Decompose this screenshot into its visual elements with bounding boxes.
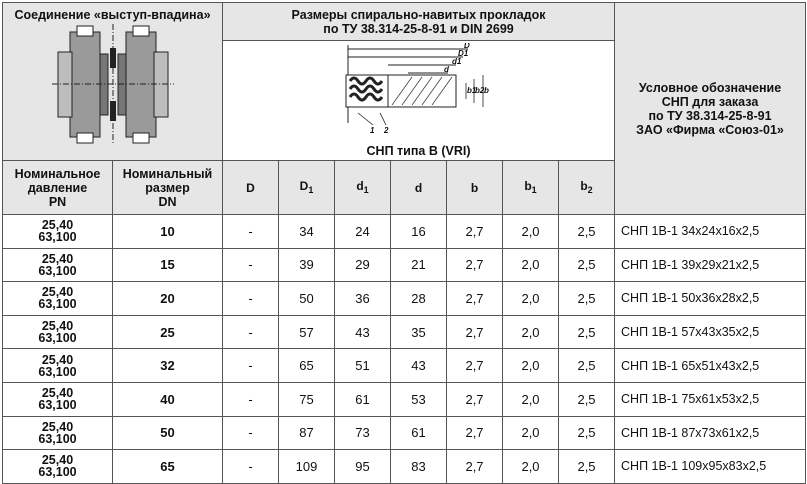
cell-b1: 2,0 (503, 215, 559, 249)
dn-cell: 40 (113, 382, 223, 416)
pn-cell (3, 382, 113, 416)
designation-cell: СНП 1В-1 87х73х61х2,5 (615, 416, 806, 450)
cell-b1: 2,0 (503, 248, 559, 282)
cell-d1: 24 (335, 215, 391, 249)
pn-header-line3: PN (48, 194, 67, 209)
cell-D1: 87 (279, 416, 335, 450)
dn-cell: 50 (113, 416, 223, 450)
cell-d1: 95 (335, 450, 391, 484)
pn-cell (3, 349, 113, 383)
pn-value-2: 63,100 (38, 263, 77, 278)
dn-cell: 20 (113, 282, 223, 316)
cell-b2: 2,5 (559, 215, 615, 249)
sizes-title-line2: по ТУ 38.314-25-8-91 и DIN 2699 (323, 22, 514, 36)
flange-connection-cell (3, 3, 223, 161)
pn-value-2: 63,100 (38, 364, 77, 379)
gasket-cross-section-drawing (328, 43, 498, 138)
col-header-b1 (503, 161, 559, 215)
col-header-b1-base: b (524, 178, 532, 193)
cell-d: 16 (391, 215, 447, 249)
cell-d1: 51 (335, 349, 391, 383)
col-header-d1-sub: 1 (363, 184, 369, 195)
cell-b2: 2,5 (559, 382, 615, 416)
col-header-D1-base: D (299, 178, 309, 193)
gasket-spec-table (2, 2, 806, 484)
cell-D1: 50 (279, 282, 335, 316)
cell-d: 61 (391, 416, 447, 450)
designation-cell: СНП 1В-1 57х43х35х2,5 (615, 315, 806, 349)
pn-header-line1: Номинальное (14, 166, 101, 181)
cell-b2: 2,5 (559, 315, 615, 349)
flange-connection-drawing (48, 22, 178, 147)
cell-d1: 36 (335, 282, 391, 316)
designation-cell: СНП 1В-1 34х24х16х2,5 (615, 215, 806, 249)
col-header-b2-sub: 2 (587, 184, 593, 195)
cell-D: - (223, 248, 279, 282)
table-body (3, 215, 806, 484)
cell-b1: 2,0 (503, 315, 559, 349)
pn-value-1: 25,40 (41, 453, 74, 468)
cell-D1: 75 (279, 382, 335, 416)
table-row (3, 416, 806, 450)
designation-cell: СНП 1В-1 109х95х83х2,5 (615, 450, 806, 484)
dim-label-D: D (464, 43, 470, 50)
cell-d: 53 (391, 382, 447, 416)
pn-cell (3, 248, 113, 282)
cell-D1: 39 (279, 248, 335, 282)
connection-title: Соединение «выступ-впадина» (14, 8, 211, 22)
col-header-d1 (335, 161, 391, 215)
cell-b2: 2,5 (559, 248, 615, 282)
table-row (3, 282, 806, 316)
col-header-b-label: b (470, 180, 479, 195)
cell-D: - (223, 416, 279, 450)
cell-D: - (223, 282, 279, 316)
cell-b: 2,7 (447, 248, 503, 282)
cell-D1: 57 (279, 315, 335, 349)
cell-b1: 2,0 (503, 349, 559, 383)
gasket-sizes-cell (223, 3, 615, 161)
cell-b: 2,7 (447, 315, 503, 349)
pn-value-1: 25,40 (41, 285, 74, 300)
pn-value-2: 63,100 (38, 431, 77, 446)
cell-D1: 65 (279, 349, 335, 383)
col-header-D-label: D (246, 180, 255, 195)
cell-b: 2,7 (447, 215, 503, 249)
cell-b: 2,7 (447, 282, 503, 316)
table-row (3, 349, 806, 383)
table-row (3, 315, 806, 349)
pn-value-2: 63,100 (38, 331, 77, 346)
col-header-D (223, 161, 279, 215)
order-designation-header (615, 3, 806, 215)
cell-d1: 61 (335, 382, 391, 416)
dn-cell: 25 (113, 315, 223, 349)
dim-label-b2: b2 (475, 86, 485, 95)
cell-d1: 73 (335, 416, 391, 450)
cell-D: - (223, 382, 279, 416)
dim-label-D1: D1 (458, 49, 469, 58)
cell-b2: 2,5 (559, 282, 615, 316)
cell-d: 28 (391, 282, 447, 316)
cell-d: 35 (391, 315, 447, 349)
designation-line1: Условное обозначение (638, 80, 782, 95)
gasket-spec-table-container (2, 2, 805, 480)
pn-value-2: 63,100 (38, 297, 77, 312)
dn-header-line3: DN (158, 194, 177, 209)
gasket-drawing-area (223, 40, 614, 160)
pn-value-2: 63,100 (38, 398, 77, 413)
dim-label-b: b (484, 86, 489, 95)
cell-D1: 109 (279, 450, 335, 484)
cell-D: - (223, 315, 279, 349)
designation-cell: СНП 1В-1 50х36х28х2,5 (615, 282, 806, 316)
cell-D1: 34 (279, 215, 335, 249)
dn-cell: 65 (113, 450, 223, 484)
nominal-pressure-header (3, 161, 113, 215)
pn-value-1: 25,40 (41, 419, 74, 434)
cell-d: 43 (391, 349, 447, 383)
dn-header-line2: размер (145, 180, 190, 195)
col-header-d (391, 161, 447, 215)
pn-value-1: 25,40 (41, 319, 74, 334)
table-row (3, 248, 806, 282)
designation-cell: СНП 1В-1 65х51х43х2,5 (615, 349, 806, 383)
cell-D: - (223, 215, 279, 249)
cell-b2: 2,5 (559, 416, 615, 450)
designation-line4: ЗАО «Фирма «Союз-01» (636, 122, 784, 137)
pn-cell (3, 416, 113, 450)
pn-value-2: 63,100 (38, 465, 77, 480)
pn-value-1: 25,40 (41, 251, 74, 266)
cell-D: - (223, 450, 279, 484)
sizes-title-line1: Размеры спирально-навитых прокладок (291, 8, 546, 22)
designation-cell: СНП 1В-1 39х29х21х2,5 (615, 248, 806, 282)
pn-value-1: 25,40 (41, 218, 74, 233)
cell-b1: 2,0 (503, 450, 559, 484)
cell-b2: 2,5 (559, 349, 615, 383)
dim-label-d1: d1 (452, 57, 462, 66)
pn-cell (3, 315, 113, 349)
dim-label-b1: b1 (467, 86, 477, 95)
dim-label-d: d (444, 65, 449, 74)
pn-value-1: 25,40 (41, 386, 74, 401)
cell-b: 2,7 (447, 416, 503, 450)
cell-b1: 2,0 (503, 382, 559, 416)
cell-d: 83 (391, 450, 447, 484)
pn-cell (3, 215, 113, 249)
nominal-size-header (113, 161, 223, 215)
ref-label-1: 1 (370, 126, 375, 135)
col-header-d1-base: d (356, 178, 364, 193)
col-header-b2 (559, 161, 615, 215)
pn-value-1: 25,40 (41, 352, 74, 367)
dn-cell: 15 (113, 248, 223, 282)
col-header-d-label: d (414, 180, 423, 195)
col-header-D1 (279, 161, 335, 215)
col-header-D1-sub: 1 (308, 184, 314, 195)
designation-cell: СНП 1В-1 75х61х53х2,5 (615, 382, 806, 416)
dn-header-line1: Номинальный (122, 166, 213, 181)
col-header-b2-base: b (580, 178, 588, 193)
cell-b: 2,7 (447, 349, 503, 383)
cell-d1: 43 (335, 315, 391, 349)
cell-b: 2,7 (447, 382, 503, 416)
drawing-caption: СНП типа В (VRI) (366, 144, 471, 158)
dn-cell: 32 (113, 349, 223, 383)
ref-label-2: 2 (384, 126, 389, 135)
cell-d1: 29 (335, 248, 391, 282)
cell-b2: 2,5 (559, 450, 615, 484)
col-header-b1-sub: 1 (531, 184, 537, 195)
cell-d: 21 (391, 248, 447, 282)
cell-D: - (223, 349, 279, 383)
pn-header-line2: давление (27, 180, 88, 195)
pn-value-2: 63,100 (38, 230, 77, 245)
cell-b1: 2,0 (503, 282, 559, 316)
designation-line3: по ТУ 38.314-25-8-91 (648, 108, 772, 123)
table-row (3, 450, 806, 484)
cell-b1: 2,0 (503, 416, 559, 450)
pn-cell (3, 450, 113, 484)
col-header-b (447, 161, 503, 215)
dn-cell: 10 (113, 215, 223, 249)
table-row (3, 382, 806, 416)
pn-cell (3, 282, 113, 316)
designation-line2: СНП для заказа (661, 94, 759, 109)
cell-b: 2,7 (447, 450, 503, 484)
table-row (3, 215, 806, 249)
